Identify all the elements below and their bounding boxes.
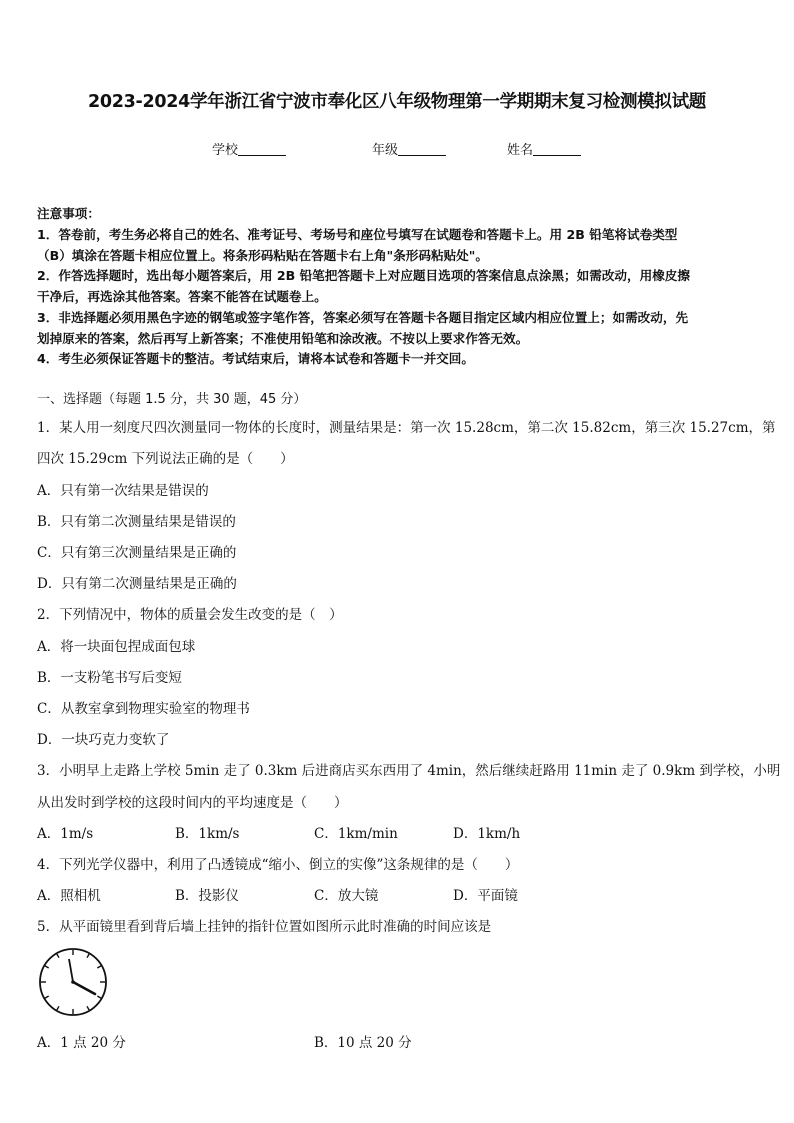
q2-option-b: B．一支粉笔书写后变短 [37,670,182,686]
page-title: 2023-2024学年浙江省宁波市奉化区八年级物理第一学期期末复习检测模拟试题 [88,92,706,112]
q5-stem: 5．从平面镜里看到背后墙上挂钟的指针位置如图所示此时准确的时间应该是 [37,919,492,935]
q2-option-a: A．将一块面包捏成面包球 [37,639,196,655]
q3-stem-line2: 从出发时到学校的这段时间内的平均速度是（ ） [37,795,348,811]
q3-stem-line1: 3．小明早上走路上学校 5min 走了 0.3km 后进商店买东西用了 4min，然后继续赶路用 11min 走了 0.9km 到学校，小明 [37,763,781,779]
notes-line: 1．答卷前，考生务必将自己的姓名、准考证号、考场号和座位号填写在试题卷和答题卡上。用 2B 铅笔将试卷类型 [37,227,678,242]
notes-heading: 注意事项： [37,206,100,221]
q4-option-b: B．投影仪 [175,888,239,904]
q4-option-a: A．照相机 [37,888,101,904]
notes-line: 2．作答选择题时，选出每小题答案后，用 2B 铅笔把答题卡上对应题目选项的答案信息点涂黑；如需改动，用橡皮擦 [37,268,690,283]
notes-line: 划掉原来的答案，然后再写上新答案；不准使用铅笔和涂改液。不按以上要求作答无效。 [37,331,529,346]
clock-center [71,980,75,984]
q4-option-d: D．平面镜 [453,888,518,904]
q2-option-d: D．一块巧克力变软了 [37,732,170,748]
notes-line: 3．非选择题必须用黑色字迹的钢笔或签字笔作答，答案必须写在答题卡各题目指定区域内相应位置上；如需改动，先 [37,310,689,325]
q1-stem-line2: 四次 15.29cm 下列说法正确的是（ ） [37,451,294,467]
q4-stem: 4．下列光学仪器中，利用了凸透镜成“缩小、倒立的实像”这条规律的是（ ） [37,857,519,873]
q5-option-a: A．1 点 20 分 [37,1035,126,1051]
q2-option-c: C．从教室拿到物理实验室的物理书 [37,701,250,717]
q2-stem: 2．下列情况中，物体的质量会发生改变的是（ ） [37,607,343,623]
q4-option-c: C．放大镜 [314,888,379,904]
grade-field [372,139,446,158]
name-label: 姓名 [507,143,534,158]
q5-option-b: B．10 点 20 分 [314,1035,412,1051]
school-field [212,139,286,158]
school-label: 学校 [212,143,239,158]
clock-hour-hand [73,982,95,994]
q1-option-c: C．只有第三次测量结果是正确的 [37,545,237,561]
q1-option-a: A．只有第一次结果是错误的 [37,483,209,499]
notes-line: 4．考生必须保证答题卡的整洁。考试结束后，请将本试卷和答题卡一并交回。 [37,351,474,366]
q3-option-c: C．1km/min [314,826,398,842]
name-field [507,139,581,158]
q3-option-a: A．1m/s [37,826,94,842]
q3-option-b: B．1km/s [175,826,240,842]
section-heading: 一、选择题（每题 1.5 分，共 30 题，45 分） [37,392,307,407]
notes-line: （B）填涂在答题卡相应位置上。将条形码粘贴在答题卡右上角"条形码粘贴处"。 [37,248,488,263]
clock-figure [37,946,109,1018]
grade-blank [398,143,446,156]
q1-option-b: B．只有第二次测量结果是错误的 [37,514,236,530]
q1-option-d: D．只有第二次测量结果是正确的 [37,576,237,592]
grade-label: 年级 [372,143,399,158]
clock-minute-hand [69,959,73,982]
notes-line: 干净后，再选涂其他答案。答案不能答在试题卷上。 [37,289,327,304]
q3-option-d: D．1km/h [453,826,521,842]
name-blank [533,143,581,156]
q1-stem-line1: 1．某人用一刻度尺四次测量同一物体的长度时，测量结果是：第一次 15.28cm，第二次 15.82cm，第三次 15.27cm，第 [37,420,776,436]
school-blank [238,143,286,156]
